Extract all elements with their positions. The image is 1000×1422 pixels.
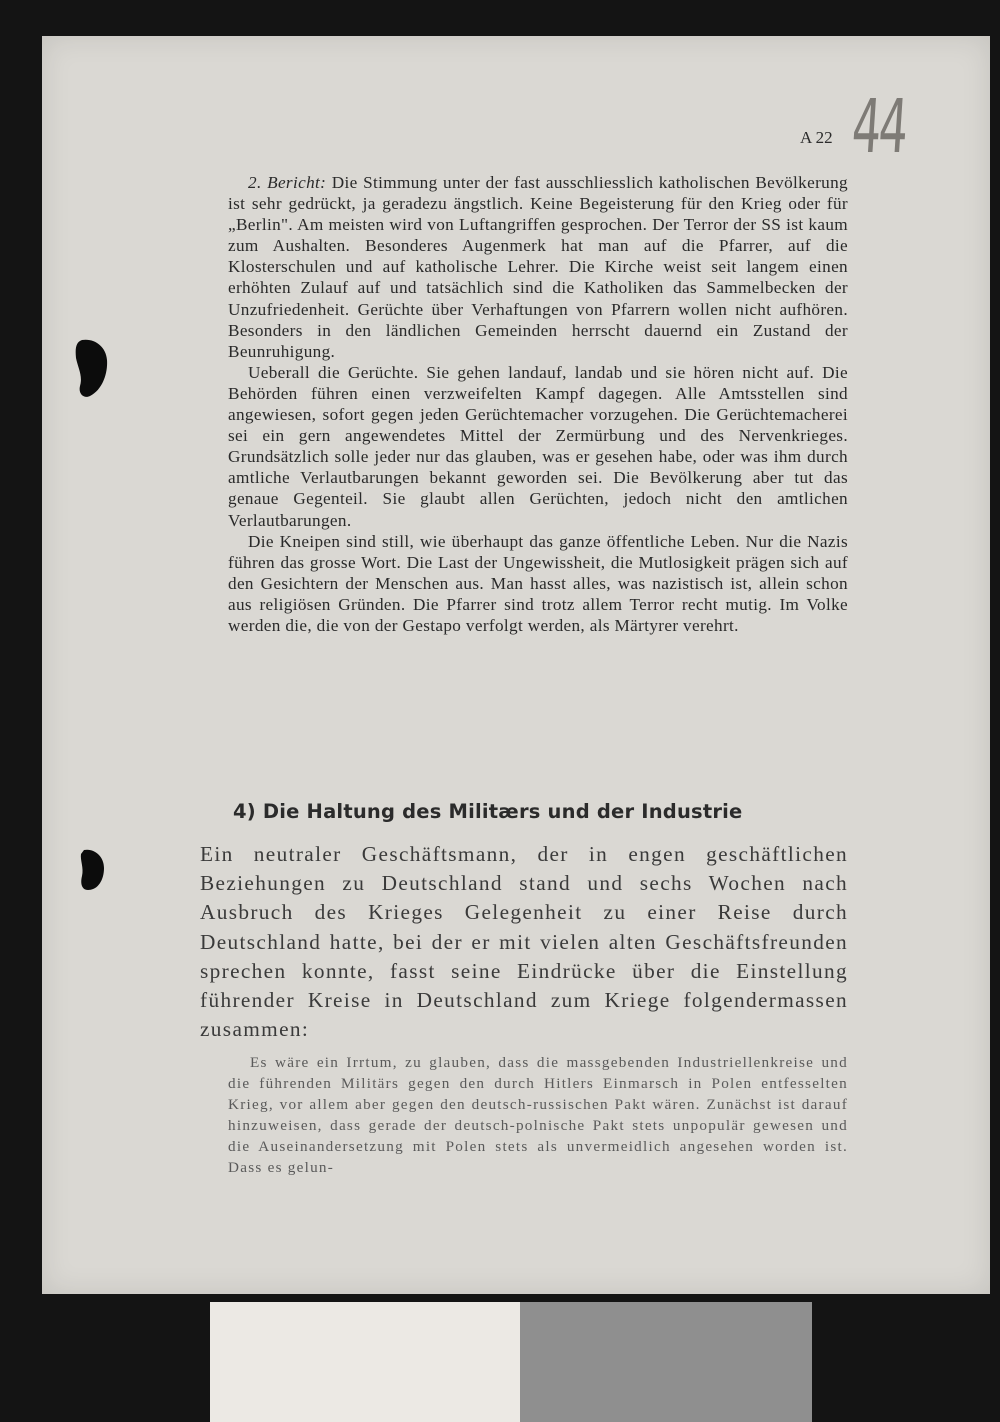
quoted-statement [228, 1052, 848, 1179]
report-paragraph-1 [228, 172, 848, 362]
quote-text: Es wäre ein Irrtum, zu glauben, dass die massgebenden Industriellenkreise und die führenden Militärs gegen den durch Hitlers Einmarsch in Polen entfesselten Krieg, vor allem aber gegen den deutsch-russischen Pakt wären. Zunächst ist darauf hinzuweisen, dass gerade der deutsch-polnische Pakt stets unpopulär gewesen und die Auseinandersetzung mit Polen stets als unvermeidlich angesehen worden ist. Dass es gelun- [228, 1054, 848, 1177]
paragraph-text: Die Stimmung unter der fast ausschliesslich katholischen Bevölkerung ist sehr gedrückt, ja geradezu ängstlich. Keine Begeisterung für den Krieg oder für „Berlin". Am meisten wird von Luftangriffen gesprochen. Der Terror der SS ist kaum zum Aushalten. Besonderes Augenmerk hat man auf die Pfarrer, auf die Klosterschulen und auf katholische Lehrer. Die Kirche weist seit langem einen erhöhten Zulauf auf und tatsächlich sind die Katholiken das Sammelbecken der Unzufriedenheit. Gerüchte über Verhaftungen von Pfarrern wollen nicht aufhören. Besonders in den ländlichen Gemeinden herrscht dauernd ein Zustand der Beunruhigung. [228, 173, 848, 361]
handwritten-page-number: 44 [849, 84, 909, 170]
report-section [228, 172, 848, 636]
report-paragraph-3: Die Kneipen sind still, wie überhaupt das ganze öffentliche Leben. Nur die Nazis führen das grosse Wort. Die Last der Ungewissheit, die Mutlosigkeit prägen sich auf den Gesichtern der Menschen aus. Man hasst alles, was nazistisch ist, allein schon aus religiösen Gründen. Die Pfarrer sind trotz allem Terror recht mutig. Im Volke werden die, die von der Gestapo verfolgt werden, als Märtyrer verehrt. [228, 531, 848, 635]
intro-paragraph [200, 840, 848, 1044]
calibration-card-white [210, 1302, 522, 1422]
page-reference: A 22 [800, 128, 833, 147]
punch-hole-bottom [78, 848, 106, 892]
report-label: 2. Bericht: [248, 173, 327, 192]
intro-text: Ein neutraler Geschäftsmann, der in engen geschäftlichen Beziehungen zu Deutschland stand und sechs Wochen nach Ausbruch des Krieges Gelegenheit zu einer Reise durch Deutschland hatte, bei der er mit vielen alten Geschäftsfreunden sprechen konnte, fasst seine Eindrücke über die Einstellung führender Kreise in Deutschland zum Kriege folgendermassen zusammen: [200, 842, 848, 1042]
section-heading: 4) Die Haltung des Militærs und der Industrie [233, 800, 743, 823]
report-paragraph-2: Ueberall die Gerüchte. Sie gehen landauf, landab und sie hören nicht auf. Die Behörden führen einen verzweifelten Kampf dagegen. Alle Amtsstellen sind angewiesen, sofort gegen jeden Gerüchtemacher vorzugehen. Die Gerüchtemacherei sei ein gern angewendetes Mittel der Zermürbung und des Nervenkrieges. Grundsätzlich solle jeder nur das glauben, was er gesehen habe, oder was ihm durch amtliche Verlautbarungen bekannt geworden sei. Die Bevölkerung aber tut das genaue Gegenteil. Sie glaubt allen Gerüchten, jedoch nicht den amtlichen Verlautbarungen. [228, 362, 848, 530]
punch-hole-top [74, 338, 110, 400]
calibration-card-gray [520, 1302, 812, 1422]
